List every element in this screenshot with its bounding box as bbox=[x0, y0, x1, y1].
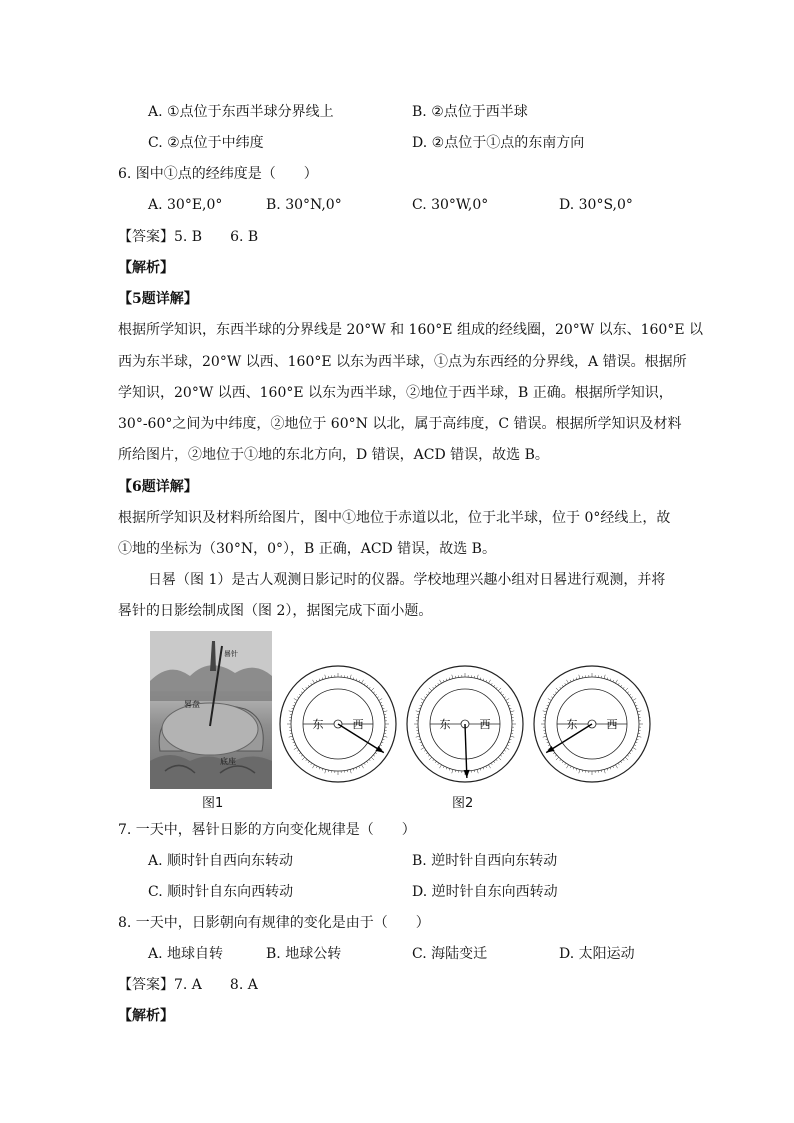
q6-option-a: A. 30°E,0° bbox=[148, 197, 223, 213]
analysis-label: 【解析】 bbox=[118, 260, 174, 276]
intro-line: 日晷（图 1）是古人观测日影记时的仪器。学校地理兴趣小组对日晷进行观测，并将 bbox=[148, 572, 666, 588]
q5-detail-label: 【5题详解】 bbox=[118, 291, 198, 307]
analysis-label-2: 【解析】 bbox=[118, 1008, 174, 1024]
q7-stem: 7. 一天中，晷针日影的方向变化规律是（ ） bbox=[118, 822, 416, 838]
west-label: 西 bbox=[352, 718, 364, 731]
q5-option-b: B. ②点位于西半球 bbox=[412, 104, 528, 120]
pointer-label: 晷针 bbox=[224, 650, 238, 658]
intro-line: 晷针的日影绘制成图（图 2），据图完成下面小题。 bbox=[118, 603, 433, 619]
east-label: 东 bbox=[566, 718, 578, 731]
base-label: 底座 bbox=[220, 757, 236, 766]
q5-detail-line: 30°-60°之间为中纬度，②地位于 60°N 以北，属于高纬度，C 错误。根据所学知识及材料 bbox=[118, 416, 682, 432]
q5-detail-line: 西为东半球，20°W 以西、160°E 以东为西半球，①点为东西经的分界线，A 错误。根据所 bbox=[118, 354, 687, 370]
figure-2-caption: 图2 bbox=[452, 796, 474, 811]
answer-7-8: 【答案】7. A 8. A bbox=[118, 977, 258, 993]
q5-option-d: D. ②点位于①点的东南方向 bbox=[412, 135, 585, 151]
q7-option-d: D. 逆时针自东向西转动 bbox=[412, 884, 558, 900]
dial-diagram-3 bbox=[530, 662, 654, 786]
west-label: 西 bbox=[479, 718, 491, 731]
q8-option-d: D. 太阳运动 bbox=[559, 946, 635, 962]
q6-option-b: B. 30°N,0° bbox=[266, 197, 342, 213]
q6-detail-label: 【6题详解】 bbox=[118, 479, 198, 495]
q5-detail-line: 学知识，20°W 以西、160°E 以东为西半球，②地位于西半球，B 正确。根据所学知识， bbox=[118, 385, 673, 401]
q7-option-c: C. 顺时针自东向西转动 bbox=[148, 884, 294, 900]
q5-detail-line: 根据所学知识，东西半球的分界线是 20°W 和 160°E 组成的经线圈，20°W 以东、160°E 以 bbox=[118, 322, 703, 338]
dial-diagram-2 bbox=[403, 662, 527, 786]
q6-option-c: C. 30°W,0° bbox=[412, 197, 489, 213]
q6-detail-line: 根据所学知识及材料所给图片，图中①地位于赤道以北，位于北半球，位于 0°经线上，故 bbox=[118, 510, 671, 526]
q8-option-b: B. 地球公转 bbox=[266, 946, 342, 962]
east-label: 东 bbox=[312, 718, 324, 731]
q6-option-d: D. 30°S,0° bbox=[559, 197, 633, 213]
answer-5-6: 【答案】5. B 6. B bbox=[118, 229, 259, 245]
sundial-photo bbox=[150, 631, 272, 789]
east-label: 东 bbox=[439, 718, 451, 731]
q5-option-a: A. ①点位于东西半球分界线上 bbox=[148, 104, 334, 120]
west-label: 西 bbox=[606, 718, 618, 731]
dial-label: 晷盘 bbox=[184, 700, 200, 709]
dial-diagram-1 bbox=[276, 662, 400, 786]
q6-detail-line: ①地的坐标为（30°N，0°），B 正确，ACD 错误，故选 B。 bbox=[118, 541, 496, 557]
q6-stem: 6. 图中①点的经纬度是（ ） bbox=[118, 166, 318, 182]
q5-detail-line: 所给图片，②地位于①地的东北方向，D 错误，ACD 错误，故选 B。 bbox=[118, 447, 549, 463]
q8-stem: 8. 一天中，日影朝向有规律的变化是由于（ ） bbox=[118, 915, 430, 931]
figure-1-caption: 图1 bbox=[202, 796, 224, 811]
q8-option-c: C. 海陆变迁 bbox=[412, 946, 488, 962]
q7-option-a: A. 顺时针自西向东转动 bbox=[148, 853, 294, 869]
q8-option-a: A. 地球自转 bbox=[148, 946, 224, 962]
q5-option-c: C. ②点位于中纬度 bbox=[148, 135, 264, 151]
q7-option-b: B. 逆时针自西向东转动 bbox=[412, 853, 558, 869]
